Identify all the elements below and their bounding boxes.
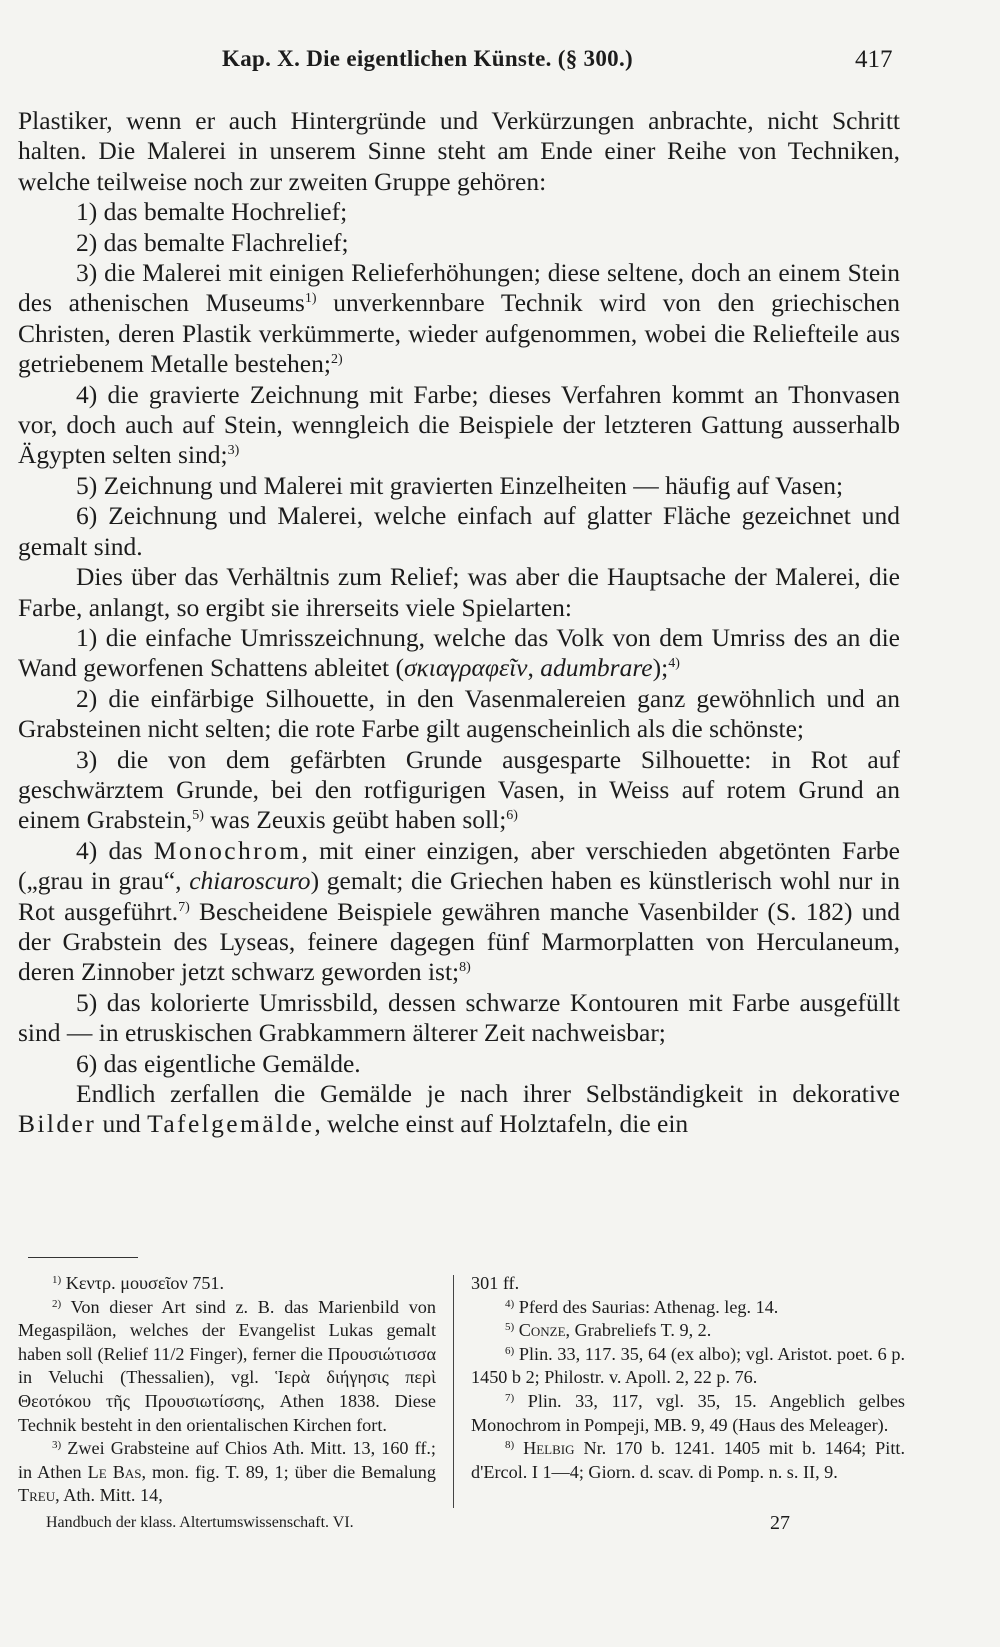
imprint-line: Handbuch der klass. Altertumswissenschaft. VI.	[46, 1514, 354, 1531]
list-item: 2) das bemalte Flachrelief;	[76, 227, 349, 257]
page-number: 417	[855, 46, 893, 73]
latin-term: adumbrare	[540, 653, 653, 683]
footnote-text: , Ath. Mitt. 14,	[55, 1485, 163, 1506]
footnote-number: 3)	[52, 1439, 62, 1452]
list-item	[18, 623, 900, 684]
footnote-text: Finger), ferner die Προυσιώτισσα in Veluchi (Thessalien), vgl. Ἱερὰ διήγησις περὶ Θεοτόκου τῆς Προυσιωτίσσης, Athen 1838. Diese Technik besteht in den orientalischen Kirchen fort.	[18, 1343, 436, 1435]
greek-term: σκιαγραφεῖν	[403, 653, 528, 683]
text-run: 3) die von dem gefärbten Grunde ausgesparte Silhouette: in Rot auf geschwärztem Grunde, bei den rotfigurigen Vasen, in Weiss auf rotem Grund an einem Grabstein,	[18, 744, 900, 835]
footnote	[18, 1296, 436, 1438]
sheet-signature: 27	[770, 1512, 790, 1534]
footnote-ref: 3)	[227, 443, 240, 459]
chapter-title: Kap. X. Die eigentlichen Künste. (§ 300.)	[222, 46, 633, 71]
paragraph: Plastiker, wenn er auch Hintergründe und Verkürzungen anbrachte, nicht Schritt halten. Die Malerei in unserem Sinne steht am Ende einer Reihe von Techniken, welche teilweise noch zur zweiten Gruppe gehören:	[18, 106, 900, 196]
footnote-text: Von dieser Art sind z. B. das Marienbild von Megaspiläon, welches der Evangelist Lukas gemalt haben soll (Relief 1	[18, 1296, 436, 1364]
running-header	[0, 44, 1000, 78]
text-run: was Zeuxis geübt haben soll;	[203, 805, 507, 835]
footnote-number: 1)	[52, 1274, 62, 1286]
footnote-continuation: 301 ff.	[471, 1273, 520, 1293]
footnote-rule	[28, 1257, 138, 1258]
spaced-term: Bilder	[18, 1109, 97, 1139]
list-item: 5) das kolorierte Umrissbild, dessen schwarze Kontouren mit Farbe ausgefüllt sind — in etruskischen Grabkammern älterer Zeit nachweisbar;	[18, 987, 900, 1048]
text-run: Endlich zerfallen die Gemälde je nach ihrer Selbständigkeit in dekorative	[76, 1079, 900, 1108]
footnote-ref: 1)	[304, 291, 317, 307]
list-item: 5) Zeichnung und Malerei mit gravierten Einzelheiten — häufig auf Vasen;	[76, 470, 844, 500]
footnotes-right-column	[471, 1272, 905, 1484]
footnote	[18, 1272, 436, 1296]
text-run: , welche einst auf Holztafeln, die ein	[314, 1109, 689, 1139]
footnote-text: Nr. 170 b. 1241. 1405 mit b. 1464; Pitt. d'Ercol. I 1—4; Giorn. d. scav. di Pomp. n. s. II, 9.	[471, 1438, 905, 1482]
text-run: ) gemalt; die Griechen haben es künstlerisch wohl nur in Rot ausgeführt.	[18, 866, 901, 926]
list-item	[18, 258, 900, 380]
footnote-text: , Grabreliefs T. 9, 2.	[565, 1320, 712, 1341]
text-run: 3) die Malerei mit einigen Relieferhöhungen; diese seltene, doch an einem Stein des athenischen Museums	[18, 258, 900, 318]
text-run: , mit einer einzigen, aber verschieden abgetönten Farbe („grau in grau“,	[18, 835, 900, 896]
footnote-text: Zwei Grabsteine auf Chios Ath. Mitt. 13, 160 ff.; in Athen	[18, 1438, 436, 1482]
footnote	[471, 1296, 905, 1320]
spaced-term: Tafelgemälde	[147, 1109, 315, 1139]
paragraph: Dies über das Verhältnis zum Relief; was aber die Hauptsache der Malerei, die Farbe, anlangt, so ergibt sie ihrerseits viele Spielarten:	[18, 562, 900, 622]
list-item	[18, 836, 900, 988]
text-run: );	[652, 653, 669, 683]
footnote	[471, 1437, 905, 1484]
footnote-number: 5)	[505, 1321, 515, 1334]
text-run: 1) die einfache Umrisszeichnung, welche das Volk von dem Umriss des an die Wand geworfenen Schattens ableitet (	[18, 622, 900, 683]
text-run: 4) das	[76, 835, 154, 865]
footnote-text: , mon. fig. T. 89, 1; über die Bemalung	[141, 1461, 436, 1482]
footnote	[471, 1390, 905, 1437]
author-name: Treu	[18, 1485, 56, 1506]
list-item	[18, 380, 900, 471]
list-item: 6) Zeichnung und Malerei, welche einfach auf glatter Fläche gezeichnet und gemalt sind.	[18, 501, 900, 561]
list-item: 1) das bemalte Hochrelief;	[76, 197, 348, 227]
footnote	[18, 1437, 436, 1508]
footnote-number: 6)	[505, 1344, 515, 1357]
footnote-text: Pferd des Saurias: Athenag. leg. 14.	[514, 1296, 779, 1317]
footnote-number: 2)	[52, 1297, 62, 1310]
footnote	[471, 1343, 905, 1390]
footnote-number: 4)	[505, 1297, 515, 1310]
footnote-number: 7)	[505, 1391, 515, 1404]
footnote-text: Κεντρ. μουσεῖον 751.	[61, 1273, 225, 1293]
fraction: 1/2	[161, 1343, 185, 1364]
footnote-ref: 6)	[506, 808, 518, 824]
footnotes-left-column	[18, 1272, 436, 1508]
spaced-term: Monochrom	[153, 835, 302, 865]
italic-term: chiaroscuro	[189, 866, 311, 896]
text-run: ,	[527, 653, 541, 683]
footnote-ref: 5)	[192, 808, 204, 824]
paragraph	[18, 1079, 900, 1140]
column-divider	[453, 1275, 454, 1508]
footnote-ref: 7)	[178, 899, 190, 915]
footnote-ref: 2)	[330, 352, 343, 368]
text-run: Bescheidene Beispiele gewähren manche Vasenbilder (S. 182) und der Grabstein des Lyseas, feinere dagegen fünf Marmorplatten von Herculaneum, deren Zinnober jetzt schwarz geworden ist;	[18, 896, 900, 987]
text-run: unverkennbare Technik wird von den griechischen Christen, deren Plastik verkümmerte, wieder aufgenommen, wobei die Reliefteile aus getriebenem Metalle bestehen;	[18, 288, 900, 379]
footnote-ref: 8)	[459, 960, 471, 976]
footnote-text: Plin. 33, 117, vgl. 35, 15. Angeblich gelbes Monochrom in Pompeji, MB. 9, 49 (Haus des Meleager).	[471, 1390, 905, 1435]
list-item: 2) die einfärbige Silhouette, in den Vasenmalereien ganz gewöhnlich und an Grabsteinen nicht selten; die rote Farbe gilt augenscheinlich als die schönste;	[18, 683, 900, 744]
author-name: Le Bas	[87, 1461, 142, 1482]
footnote	[471, 1319, 905, 1343]
footnote-ref: 4)	[668, 656, 680, 672]
footnote-number: 8)	[505, 1439, 515, 1452]
list-item	[18, 745, 900, 836]
footnote-text: Plin. 33, 117. 35, 64 (ex albo); vgl. Aristot. poet. 6 p. 1450 b 2; Philostr. v. Apoll. 2, 22 p. 76.	[471, 1343, 905, 1388]
author-name: Conze	[518, 1320, 566, 1341]
text-run: 4) die gravierte Zeichnung mit Farbe; dieses Verfahren kommt an Thonvasen vor, doch auch auf Stein, wenngleich die Beispiele der letzteren Gattung ausserhalb Ägypten selten sind;	[18, 379, 900, 470]
list-item: 6) das eigentliche Gemälde.	[76, 1048, 361, 1078]
author-name: Helbig	[523, 1438, 575, 1459]
text-run: und	[96, 1109, 148, 1139]
main-text	[18, 106, 900, 1140]
